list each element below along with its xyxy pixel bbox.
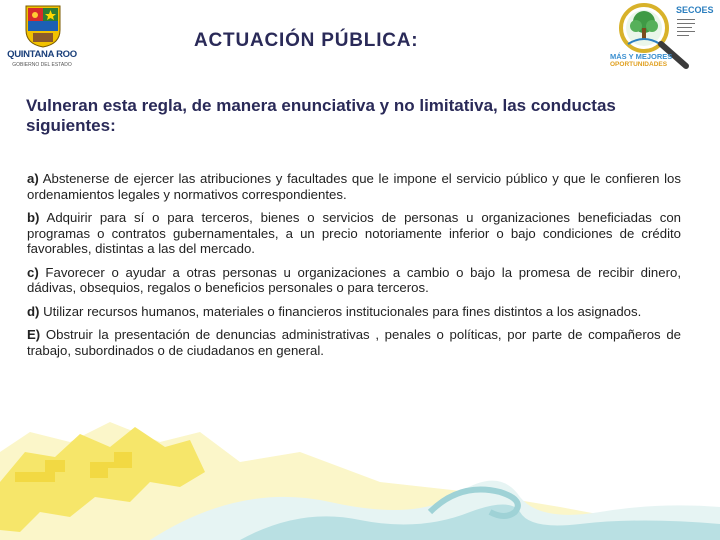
item-label: c) (27, 264, 39, 280)
logo-left-sub: GOBIERNO DEL ESTADO (12, 62, 72, 68)
secoes-logo (606, 0, 720, 76)
item-label: E) (27, 327, 41, 342)
list-item (27, 304, 681, 320)
item-text: Favorecer o ayudar a otras personas u organizaciones a cambio o bajo la promesa de recibir dinero, dádivas, obsequios, regalos o beneficios personales o para terceros. (27, 264, 681, 295)
quintana-roo-logo (4, 4, 80, 74)
intro-paragraph: Vulneran esta regla, de manera enunciativa y no limitativa, las conductas siguientes: (26, 96, 616, 135)
tagline-mas-mejores: MÁS Y MEJORES (610, 52, 673, 61)
slide-title: ACTUACIÓN PÚBLICA: (194, 30, 419, 51)
decorative-footer-pattern (0, 412, 720, 540)
item-label: d) (27, 303, 40, 319)
list-item (27, 265, 681, 296)
tagline-oportunidades: OPORTUNIDADES (610, 61, 668, 68)
secoes-subtext-lines: ▬▬▬▬▬▬ ▬▬▬▬▬▬ ▬▬▬▬▬ ▬▬▬▬▬▬ ▬▬▬▬ (677, 17, 695, 37)
list-item (27, 327, 681, 358)
logo-left-name: QUINTANA ROO (7, 49, 77, 60)
conduct-list (27, 171, 681, 366)
item-text: Abstenerse de ejercer las atribuciones y facultades que le impone el servicio público y que le confieren los ordenamientos legales y normativos correspondientes. (27, 171, 681, 202)
state-shield-icon (24, 4, 62, 48)
item-text: Adquirir para sí o para terceros, bienes o servicios de personas u organizaciones beneficiadas con programas o contratos gubernamentales, a un precio notoriamente inferior o bajo condiciones de crédito favorables, distintas a las del mercado. (27, 210, 681, 256)
secoes-brand: SECOES (676, 5, 714, 15)
item-label: a) (27, 171, 39, 186)
item-text: Obstruir la presentación de denuncias administrativas , penales o políticas, por parte de compañeros de trabajo, subordinados o de ciudadanos en general. (27, 327, 681, 358)
item-label: b) (27, 210, 40, 225)
list-item (27, 210, 681, 257)
item-text: Utilizar recursos humanos, materiales o financieros institucionales para fines distintos a los asignados. (39, 303, 642, 319)
list-item (27, 171, 681, 202)
